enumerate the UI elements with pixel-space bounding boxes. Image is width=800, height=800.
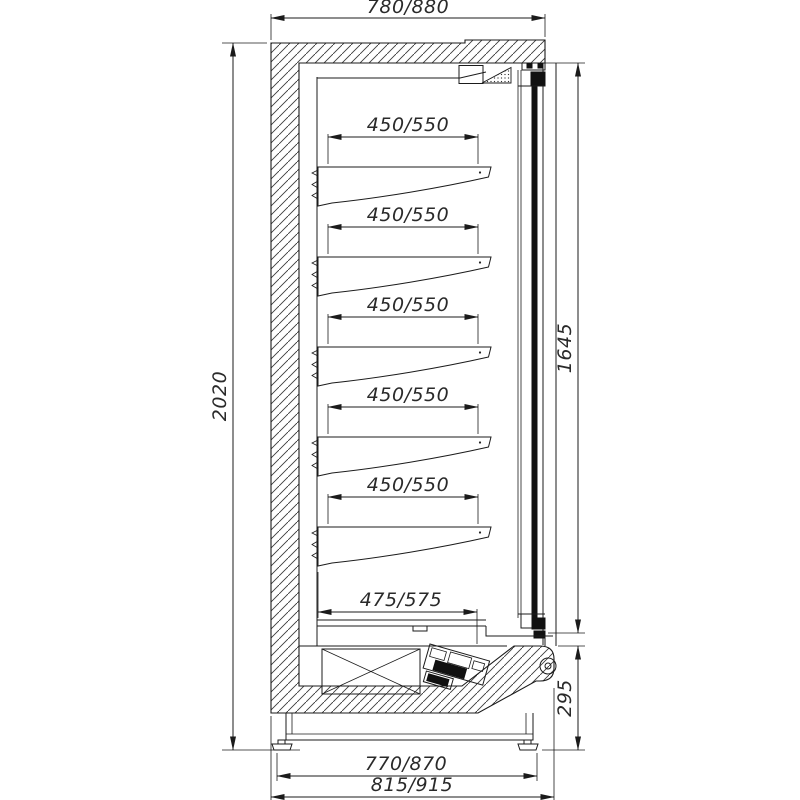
dim-feet-span-label: 770/870 bbox=[364, 753, 448, 775]
shelf-2 bbox=[312, 204, 491, 296]
inner-ceiling-line bbox=[317, 72, 486, 78]
dim-top-width-label: 780/880 bbox=[366, 0, 450, 18]
air-outlet-box bbox=[459, 66, 483, 84]
adjustable-foot-right bbox=[518, 740, 538, 750]
plinth bbox=[272, 713, 538, 750]
shelf-profile bbox=[318, 437, 491, 476]
shelf-screw bbox=[479, 261, 481, 263]
bottom-deck bbox=[299, 572, 553, 646]
deck-drain-notch bbox=[413, 626, 427, 631]
shelf-profile bbox=[318, 257, 491, 296]
door-height-dimension bbox=[545, 63, 585, 633]
door-glass-pane bbox=[532, 86, 537, 618]
air-curtain-honeycomb bbox=[482, 68, 511, 84]
adjustable-foot-left bbox=[272, 740, 292, 750]
door-bottom-gasket2 bbox=[534, 631, 545, 638]
door-top-gasket bbox=[531, 72, 545, 86]
shelf-profile bbox=[318, 167, 491, 206]
shelf-screw bbox=[479, 171, 481, 173]
dim-shelf-1-label: 450/550 bbox=[366, 114, 450, 136]
dim-shelf-4-label: 450/550 bbox=[366, 384, 450, 406]
shelf-screw bbox=[479, 441, 481, 443]
glass-door bbox=[518, 63, 556, 674]
shelf-4 bbox=[312, 384, 491, 476]
shelf-screw bbox=[479, 351, 481, 353]
shelf-screw bbox=[479, 531, 481, 533]
door-top-hinge-block bbox=[527, 64, 532, 69]
top-width-dimension bbox=[271, 0, 545, 40]
dim-shelf-5-label: 450/550 bbox=[366, 474, 450, 496]
plinth-outline bbox=[286, 713, 533, 740]
dim-overall-depth-label: 815/915 bbox=[370, 774, 454, 796]
dim-overall-height-label: 2020 bbox=[209, 370, 231, 422]
shelf-3 bbox=[312, 294, 491, 386]
door-bottom-gasket bbox=[532, 618, 545, 629]
shelf-5 bbox=[312, 474, 491, 566]
dim-bottom-shelf-label: 475/575 bbox=[359, 589, 443, 611]
dim-shelf-2-label: 450/550 bbox=[366, 204, 450, 226]
dim-door-height-label: 1645 bbox=[554, 322, 576, 374]
dim-shelf-3-label: 450/550 bbox=[366, 294, 450, 316]
shelf-1 bbox=[312, 114, 491, 206]
door-bottom-bracket bbox=[521, 614, 532, 628]
shelf-profile bbox=[318, 527, 491, 566]
door-top-hinge-block2 bbox=[538, 64, 543, 69]
shelf-profile bbox=[318, 347, 491, 386]
dim-base-height-label: 295 bbox=[554, 679, 576, 717]
